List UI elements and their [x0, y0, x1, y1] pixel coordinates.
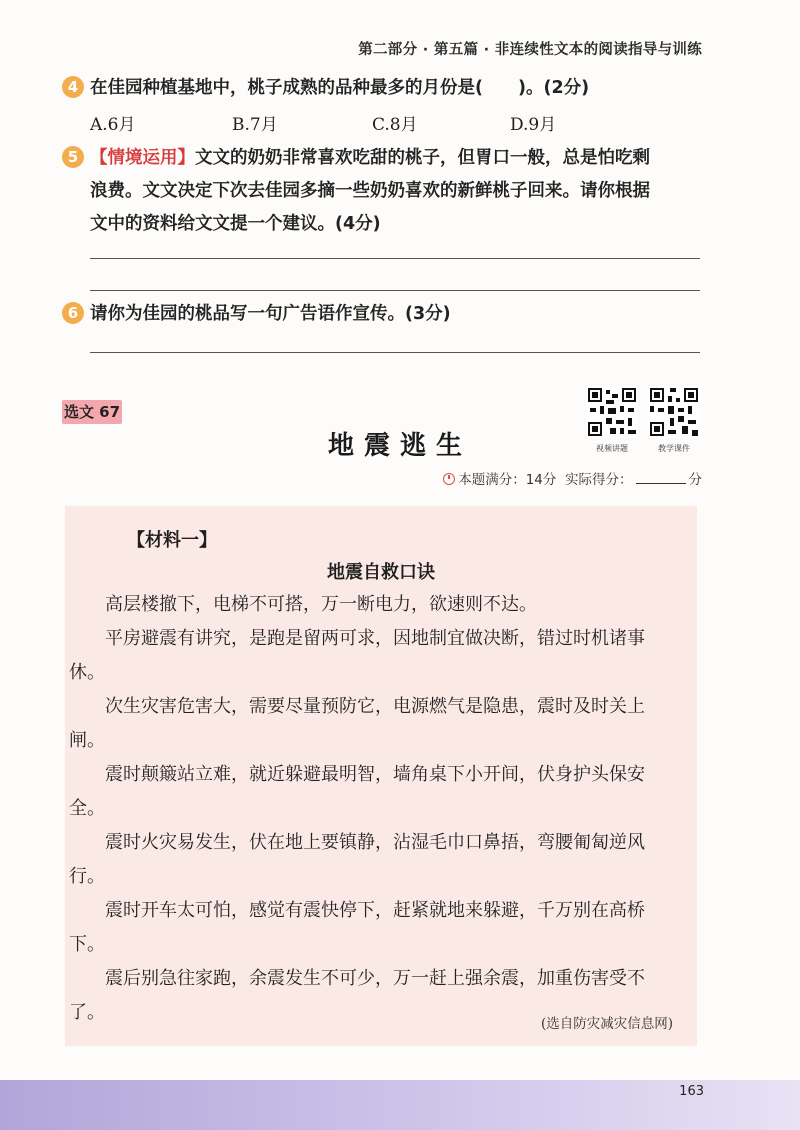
- question-text: 在佳园种植基地中，桃子成熟的品种最多的月份是( )。(2分): [90, 78, 590, 98]
- question-text-line-1: 文文的奶奶非常喜欢吃甜的桃子，但胃口一般，总是怕吃剩: [195, 148, 650, 168]
- actual-score-blank[interactable]: [636, 483, 686, 484]
- question-6: [62, 298, 712, 331]
- clock-icon: [443, 473, 455, 485]
- question-5: [62, 142, 712, 241]
- material-source: (选自防灾减灾信息网): [540, 1016, 673, 1032]
- question-tag: 【情境运用】: [90, 148, 195, 168]
- score-unit: 分: [688, 472, 702, 488]
- actual-score-label: 实际得分：: [565, 472, 633, 488]
- answer-line[interactable]: [90, 258, 700, 259]
- option-d[interactable]: D.9月: [510, 115, 557, 135]
- rhyme-paragraph: 震时开车太可怕，感觉有震快停下，赶紧就地来躲避，千万别在高桥下。: [69, 900, 645, 955]
- material-body: [69, 588, 679, 1030]
- material-label: 【材料一】: [127, 530, 217, 551]
- question-number: 4: [62, 76, 84, 98]
- section-title: 地震逃生: [327, 431, 472, 461]
- question-text-line-2: 浪费。文文决定下次去佳园多摘一些奶奶喜欢的新鲜桃子回来。请你根据: [90, 181, 650, 201]
- page-number: 163: [679, 1084, 704, 1099]
- question-number: 5: [62, 146, 84, 168]
- rhyme-paragraph: 高层楼撤下，电梯不可搭，万一断电力，欲速则不达。: [105, 594, 537, 615]
- running-header: 第二部分 · 第五篇 · 非连续性文本的阅读指导与训练: [358, 42, 702, 58]
- question-text: 请你为佳园的桃品写一句广告语作宣传。(3分): [90, 304, 451, 324]
- option-b[interactable]: B.7月: [232, 115, 278, 135]
- rhyme-paragraph: 震时颠簸站立难，就近躲避最明智，墙角桌下小开间，伏身护头保安全。: [69, 764, 645, 819]
- answer-line[interactable]: [90, 352, 700, 353]
- rhyme-paragraph: 次生灾害危害大，需要尽量预防它，电源燃气是隐患，震时及时关上闸。: [69, 696, 645, 751]
- score-line: [443, 468, 702, 488]
- material-title: 地震自救口诀: [327, 562, 435, 583]
- question-number: 6: [62, 302, 84, 324]
- option-a[interactable]: A.6月: [90, 115, 136, 135]
- qr-caption: 视频讲题: [596, 444, 628, 453]
- rhyme-paragraph: 震时火灾易发生，伏在地上要镇静，沾湿毛巾口鼻捂，弯腰匍匐逆风行。: [69, 832, 645, 887]
- option-c[interactable]: C.8月: [372, 115, 418, 135]
- question-text-line-3: 文中的资料给文文提一个建议。(4分): [90, 214, 381, 234]
- question-4: [62, 72, 712, 105]
- rhyme-paragraph: 平房避震有讲究，是跑是留两可求，因地制宜做决断，错过时机诸事休。: [69, 628, 645, 683]
- qr-caption: 教学课件: [658, 444, 690, 453]
- answer-line[interactable]: [90, 290, 700, 291]
- rhyme-paragraph: 震后别急往家跑，余震发生不可少，万一赶上强余震，加重伤害受不了。: [69, 968, 645, 1023]
- full-score: 本题满分：14分: [458, 472, 557, 488]
- section-badge: 选文 67: [62, 400, 122, 424]
- material-box: [65, 506, 697, 1046]
